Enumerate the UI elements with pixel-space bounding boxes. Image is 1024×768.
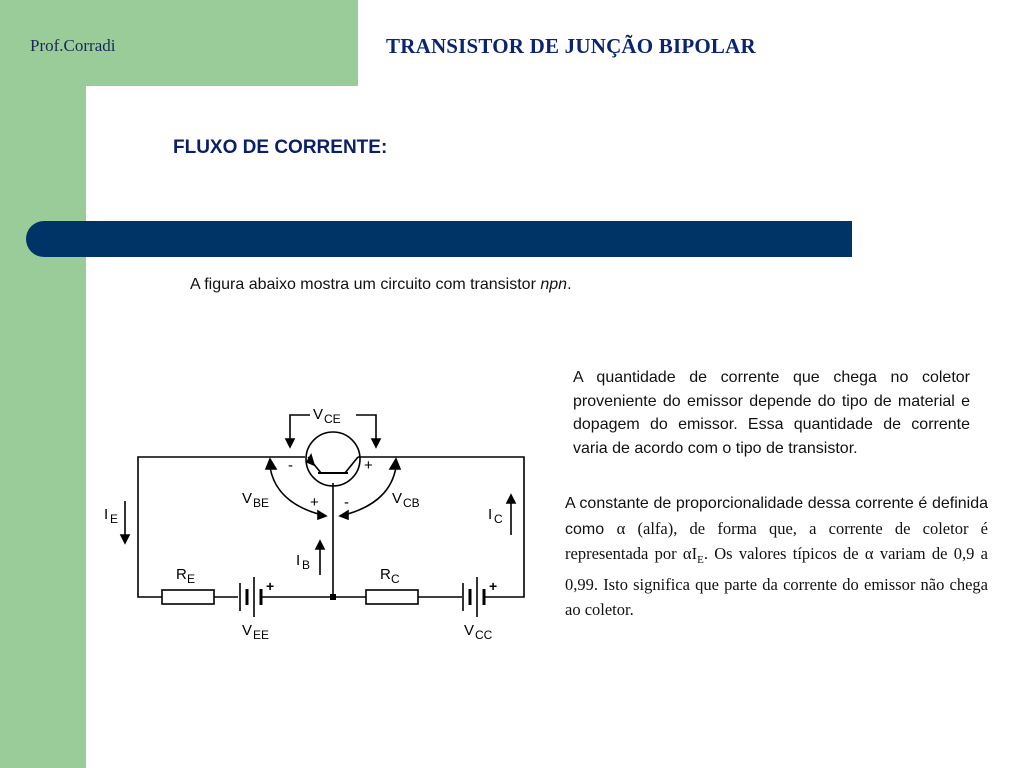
svg-text:+: +: [489, 578, 498, 594]
section-subtitle: FLUXO DE CORRENTE:: [173, 137, 388, 158]
svg-text:I: I: [104, 506, 109, 523]
circuit-wire: [138, 457, 305, 597]
svg-text:BE: BE: [253, 496, 270, 510]
resistor-re: [162, 590, 214, 604]
svg-text:+: +: [364, 457, 373, 474]
svg-text:V: V: [242, 490, 253, 507]
paragraph-alpha-constant: A constante de proporcionalidade dessa corrente é definida como α (alfa), de forma que, a corrente de coletor é representada por $\alpha I_E$. Os valores típicos de α variam de 0,9 a 0,99. Isto significa que parte da corrente do emissor não chega ao coletor.: [565, 495, 988, 620]
svg-text:V: V: [392, 490, 403, 507]
svg-text:CE: CE: [324, 412, 341, 426]
svg-text:-: -: [288, 457, 293, 474]
vcb-arrow: [344, 467, 396, 515]
svg-text:+: +: [310, 494, 319, 511]
svg-text:R: R: [176, 566, 187, 583]
svg-text:V: V: [313, 406, 324, 423]
svg-text:V: V: [242, 622, 253, 639]
svg-text:V: V: [464, 622, 475, 639]
svg-text:R: R: [380, 566, 391, 583]
svg-text:I: I: [296, 552, 301, 569]
svg-text:CB: CB: [403, 496, 420, 510]
divider-band: [26, 221, 852, 257]
svg-text:CC: CC: [475, 628, 493, 642]
svg-text:E: E: [110, 512, 119, 526]
svg-text:I: I: [488, 506, 493, 523]
svg-text:E: E: [187, 572, 196, 586]
paragraph-current-quantity: A quantidade de corrente que chega no coletor proveniente do emissor depende do tipo de material e dopagem do emissor. Essa quantidade de corrente varia de acordo com o tipo de transistor.: [573, 369, 970, 457]
resistor-rc: [366, 590, 418, 604]
content-corner: [86, 86, 166, 166]
svg-text:C: C: [391, 572, 400, 586]
npn-circuit-diagram: [100, 395, 540, 655]
transistor-symbol: [306, 432, 360, 486]
slide-title: TRANSISTOR DE JUNÇÃO BIPOLAR: [386, 34, 756, 58]
sidebar-decoration: [0, 0, 86, 768]
svg-text:-: -: [344, 494, 349, 511]
svg-text:C: C: [494, 512, 503, 526]
svg-text:+: +: [266, 578, 275, 594]
svg-text:B: B: [302, 558, 311, 572]
author-label: Prof.Corradi: [30, 36, 116, 55]
svg-text:EE: EE: [253, 628, 270, 642]
intro-text: A figura abaixo mostra um circuito com transistor npn.: [190, 276, 572, 293]
